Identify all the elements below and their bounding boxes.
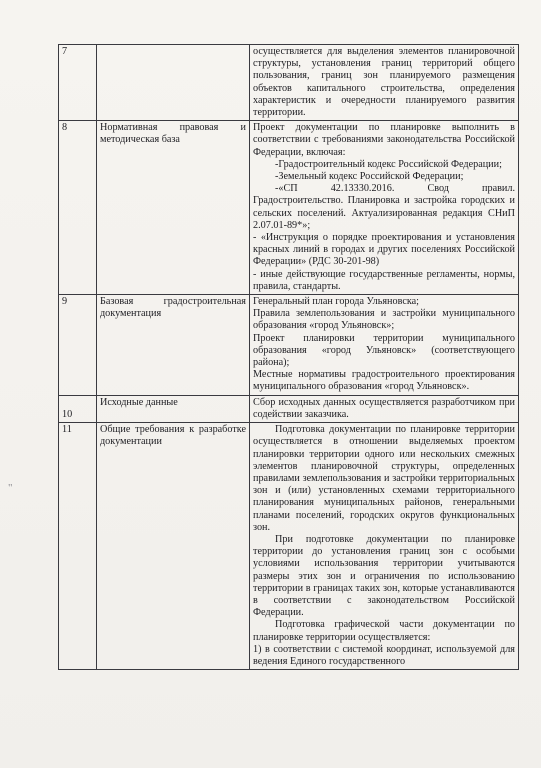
content-paragraph: - иные действующие государственные регламенты, нормы, правила, стандарты. [253,268,515,292]
terms-table [58,44,519,670]
table-row [59,121,519,295]
row-number: 7 [59,45,97,121]
content-paragraph: осуществляется для выделения элементов планировочной структуры, установления границ территорий общего пользования, границ зон планируемого размещения объектов капитального строительства, определения характеристик и очередности планируемого развития территории. [253,46,515,119]
row-label: Исходные данные [97,395,250,422]
table-row [59,295,519,396]
row-number: 8 [59,121,97,295]
row-label [97,45,250,121]
content-paragraph: -Земельный кодекс Российской Федерации; [275,171,464,183]
row-number: 10 [59,395,97,422]
content-paragraph: Правила землепользования и застройки муниципального образования «город Ульяновск»; [253,308,515,332]
content-paragraph: Проект документации по планировке выполнить в соответствии с требованиями законодательства Российской Федерации, включая: [253,122,515,158]
row-label: Нормативная правовая и методическая база [97,121,250,295]
content-paragraph: При подготовке документации по планировке территории до установления границ зон с особыми условиями использования территории учитываются размеры этих зон и ограничения по использованию территории в границах таких зон, которые устанавливаются в соответствии с законодательством Российской Федерации. [253,533,515,619]
row-label: Общие требования к разработке документации [97,423,250,670]
content-paragraph: - «Инструкция о порядке проектирования и установления красных линий в городах и других поселениях Российской Федерации» (РДС 30-201-98) [253,232,515,268]
table-row [59,45,519,121]
row-content [250,423,519,670]
table-row [59,423,519,670]
content-paragraph: Местные нормативы градостроительного проектирования муниципального образования «город Ульяновск». [253,369,515,393]
content-paragraph: Подготовка графической части документации по планировке территории осуществляется: [253,619,515,643]
content-paragraph: Проект планировки территории муниципального образования «город Ульяновск» (соответствующего района); [253,332,515,369]
table-row [59,395,519,422]
margin-mark: " [8,482,13,494]
content-paragraph: Подготовка документации по планировке территории осуществляется в отношении выделяемых проектом планировки территории одного или нескольких смежных элементов планировочной структуры, определенных правилами землепользования и застройки территориальных зон и (или) установленных схемами территориального планирования муниципальных районов, генеральными планами поселений, городских округов функциональных зон. [253,424,515,533]
content-paragraph: Сбор исходных данных осуществляется разработчиком при содействии заказчика. [253,396,515,420]
row-number: 11 [59,423,97,670]
content-paragraph: -Градостроительный кодекс Российской Федерации; [275,158,502,170]
content-paragraph: 1) в соответствии с системой координат, используемой для ведения Единого государственного [253,643,515,667]
row-content [250,121,519,295]
row-content [250,295,519,396]
row-content [250,45,519,121]
content-paragraph: Генеральный план города Ульяновска; [253,296,420,308]
content-paragraph: -«СП 42.13330.2016. Свод правил. Градостроительство. Планировка и застройка городских и сельских поселений. Актуализированная редакция СНиП 2.07.01-89*»; [253,183,515,231]
row-content [250,395,519,422]
row-number: 9 [59,295,97,396]
row-label: Базовая градостроительная документация [97,295,250,396]
